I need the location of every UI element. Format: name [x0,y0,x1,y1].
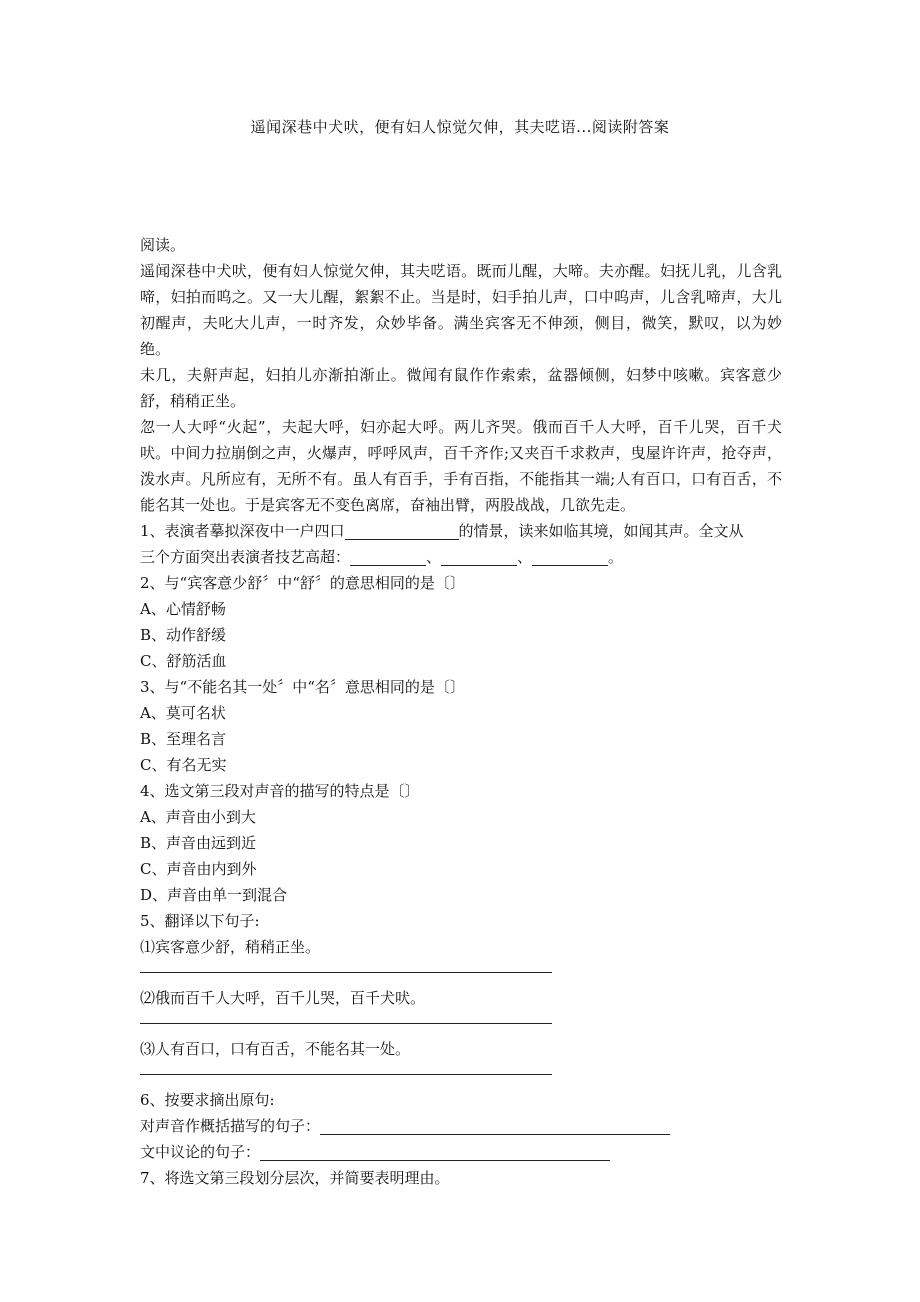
document-body [140,232,782,1191]
question-1-blank-2[interactable] [350,547,426,566]
passage-paragraph-3: 忽一人大呼“火起”，夫起大呼，妇亦起大呼。两儿齐哭。俄而百千人大呼，百千儿哭，百千犬吠。中间力拉崩倒之声，火爆声，呼呼风声，百千齐作;又夹百千求救声，曳屋许许声，抢夺声，泼水声。凡所应有，无所不有。虽人有百手，手有百指，不能指其一端;人有百口，口有百舌，不能名其一处也。于是宾客无不变色离席，奋袖出臂，两股战战，几欲先走。 [140,418,782,514]
question-4-option-a[interactable]: A、声音由小到大 [140,808,256,826]
question-1-end: 。 [608,548,624,566]
question-2-option-c[interactable]: C、舒筋活血 [140,652,227,670]
passage-paragraph-1: 遥闻深巷中犬吠，便有妇人惊觉欠伸，其夫呓语。既而儿醒，大啼。夫亦醒。妇抚儿乳，儿含乳啼，妇拍而呜之。又一大儿醒，絮絮不止。当是时，妇手拍儿声，口中呜声，儿含乳啼声，大儿初醒声，夫叱大儿声，一时齐发，众妙毕备。满坐宾客无不伸颈，侧目，微笑，默叹，以为妙绝。 [140,262,782,358]
question-1-text-c: 三个方面突出表演者技艺高超： [140,548,351,566]
question-5-item-1: ⑴宾客意少舒，稍稍正坐。 [140,938,321,956]
passage-paragraph-2: 未几，夫鼾声起，妇拍儿亦渐拍渐止。微闻有鼠作作索索，盆器倾侧，妇梦中咳嗽。宾客意少舒，稍稍正坐。 [140,366,782,410]
question-4-option-c[interactable]: C、声音由内到外 [140,860,257,878]
question-5-answer-line-2[interactable] [140,1011,552,1024]
question-4-option-d[interactable]: D、声音由单一到混合 [140,886,288,904]
question-2-stem: 2、与“宾客意少舒〞中“舒〞的意思相同的是〔〕 [140,574,465,592]
question-5-item-2: ⑵俄而百千人大呼，百千儿哭，百千犬吠。 [140,989,426,1007]
question-2-option-b[interactable]: B、动作舒缓 [140,626,227,644]
question-1-line-2 [140,544,782,570]
question-3-option-b[interactable]: B、至理名言 [140,730,227,748]
question-6-stem: 6、按要求摘出原句: [140,1091,275,1109]
question-5-stem: 5、翻译以下句子: [140,912,260,930]
question-1-text-a: 1、表演者摹拟深夜中一户四口 [140,522,345,540]
question-6-blank-2[interactable] [260,1142,610,1161]
question-5-answer-line-3[interactable] [140,1062,552,1075]
question-1-blank-3[interactable] [441,547,517,566]
question-2-option-a[interactable]: A、心情舒畅 [140,600,226,618]
question-1-blank-4[interactable] [532,547,608,566]
question-4-option-b[interactable]: B、声音由远到近 [140,834,257,852]
question-6-blank-1[interactable] [320,1116,670,1135]
question-6-label-1: 对声音作概括描写的句子： [140,1117,321,1135]
intro-text: 阅读。 [140,236,186,254]
question-1-text-b: 的情景，读来如临其境，如闻其声。全文从 [458,522,744,540]
question-4-stem: 4、选文第三段对声音的描写的特点是〔〕 [140,782,420,800]
question-1-separator: 、 [426,548,442,566]
question-3-option-c[interactable]: C、有名无实 [140,756,227,774]
question-6-label-2: 文中议论的句子： [140,1143,261,1161]
question-5-item-3: ⑶人有百口，口有百舌，不能名其一处。 [140,1040,411,1058]
question-1-blank-1[interactable] [345,521,459,540]
question-6-item-1 [140,1113,782,1139]
question-1-line-1 [140,518,782,544]
question-3-stem: 3、与“不能名其一处〞中“名〞意思相同的是〔〕 [140,678,465,696]
question-5-answer-line-1[interactable] [140,960,552,973]
document-title: 遥闻深巷中犬吠，便有妇人惊觉欠伸，其夫呓语...阅读附答案 [250,118,670,136]
question-6-item-2 [140,1139,782,1165]
question-7-stem: 7、将选文第三段划分层次，并简要表明理由。 [140,1169,450,1187]
question-1-separator: 、 [517,548,533,566]
question-3-option-a[interactable]: A、莫可名状 [140,704,226,722]
